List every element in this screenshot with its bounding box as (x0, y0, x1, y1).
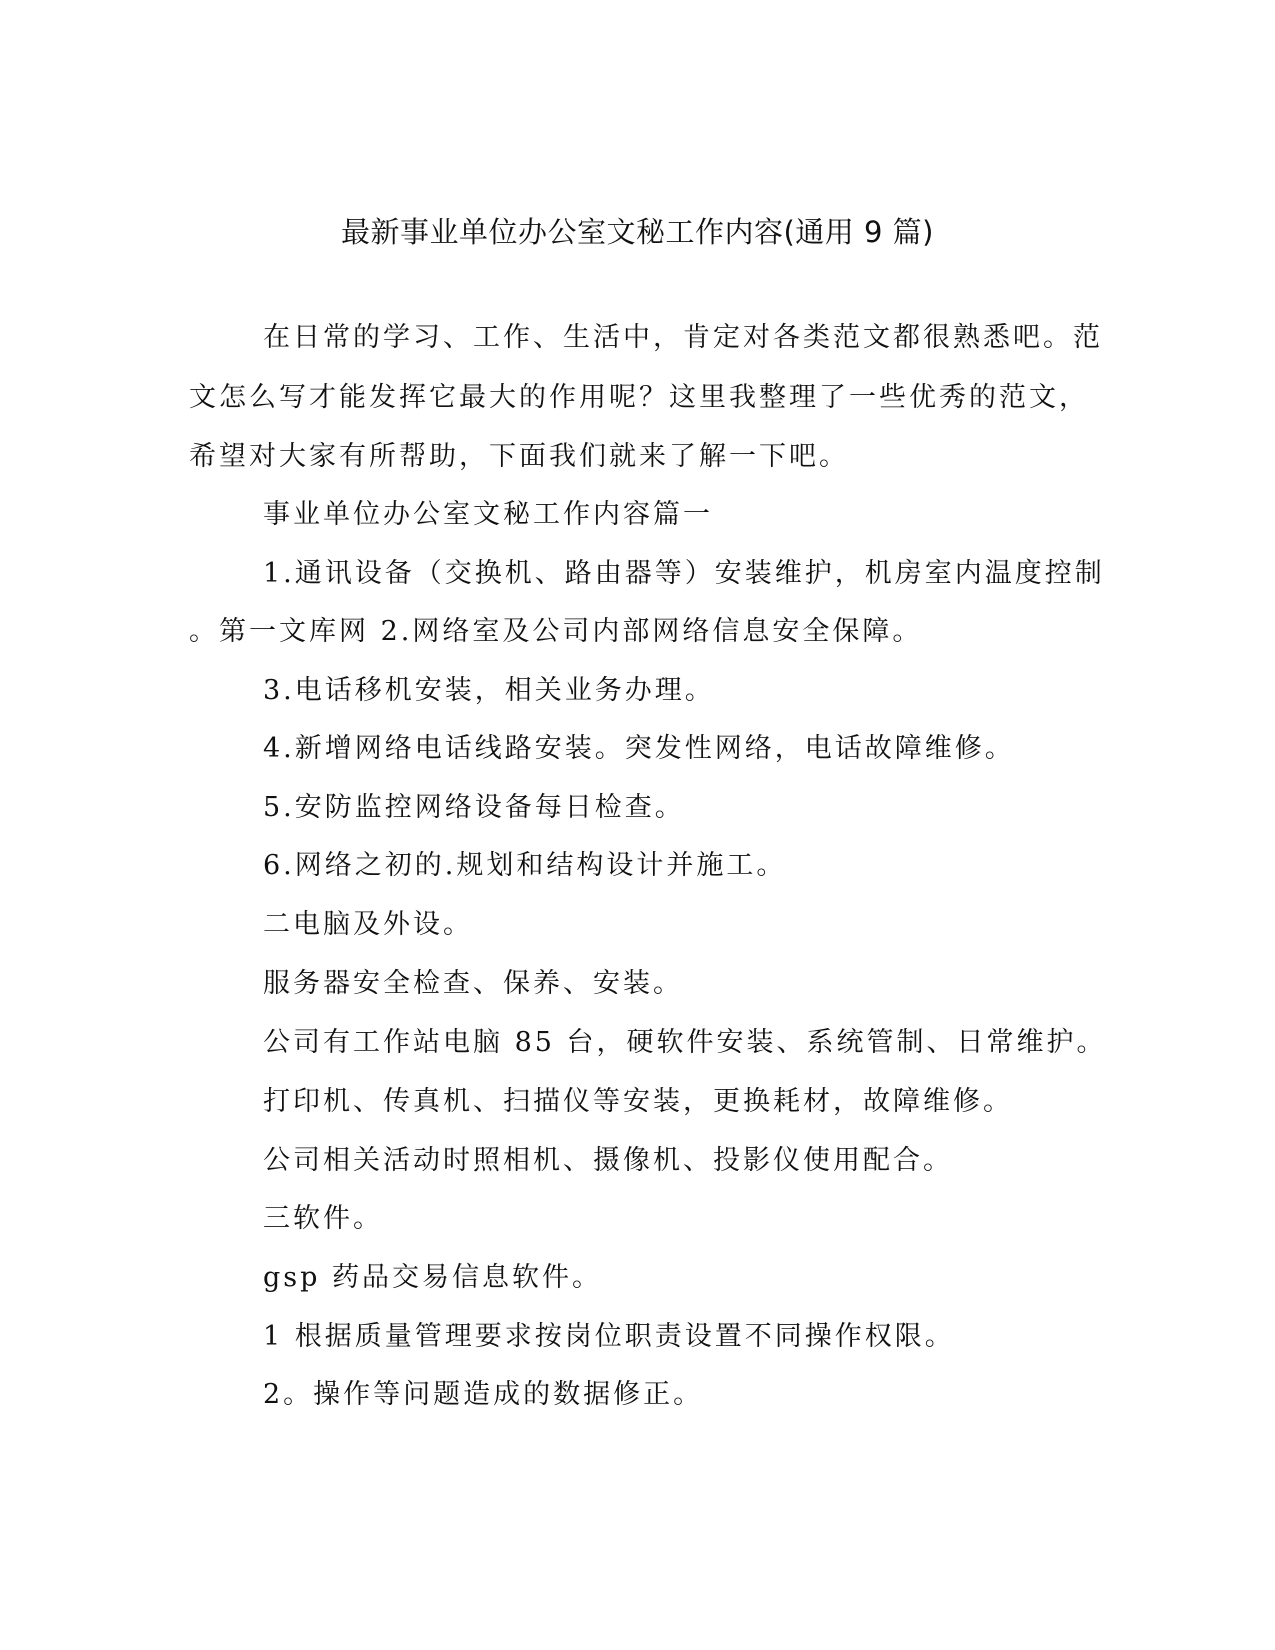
part-3-line-3: 2。操作等问题造成的数据修正。 (263, 1379, 704, 1410)
part-2-line-3: 打印机、传真机、扫描仪等安装，更换耗材，故障维修。 (263, 1086, 1013, 1117)
part-2-heading: 二电脑及外设。 (263, 909, 473, 940)
item-1-line-2: 。第一文库网 2.网络室及公司内部网络信息安全保障。 (189, 616, 923, 647)
part-2-line-4: 公司相关活动时照相机、摄像机、投影仪使用配合。 (263, 1145, 953, 1176)
item-4: 4.新增网络电话线路安装。突发性网络，电话故障维修。 (263, 733, 1015, 764)
intro-line-3: 希望对大家有所帮助，下面我们就来了解一下吧。 (189, 441, 849, 472)
part-3-line-2: 1 根据质量管理要求按岗位职责设置不同操作权限。 (263, 1321, 955, 1352)
part-3-line-1: gsp 药品交易信息软件。 (263, 1262, 603, 1293)
intro-line-1: 在日常的学习、工作、生活中，肯定对各类范文都很熟悉吧。范 (263, 322, 1103, 353)
part-2-line-2: 公司有工作站电脑 85 台，硬软件安装、系统管制、日常维护。 (263, 1027, 1107, 1058)
item-3: 3.电话移机安装，相关业务办理。 (263, 675, 715, 706)
document-title: 最新事业单位办公室文秘工作内容(通用 9 篇) (340, 215, 935, 249)
item-5: 5.安防监控网络设备每日检查。 (263, 792, 685, 823)
part-2-line-1: 服务器安全检查、保养、安装。 (263, 968, 683, 999)
item-6: 6.网络之初的.规划和结构设计并施工。 (263, 850, 787, 881)
part-3-heading: 三软件。 (263, 1203, 383, 1234)
section-heading: 事业单位办公室文秘工作内容篇一 (263, 499, 713, 530)
item-1-line-1: 1.通讯设备（交换机、路由器等）安装维护，机房室内温度控制 (263, 558, 1105, 589)
intro-line-2: 文怎么写才能发挥它最大的作用呢？这里我整理了一些优秀的范文， (189, 382, 1089, 413)
